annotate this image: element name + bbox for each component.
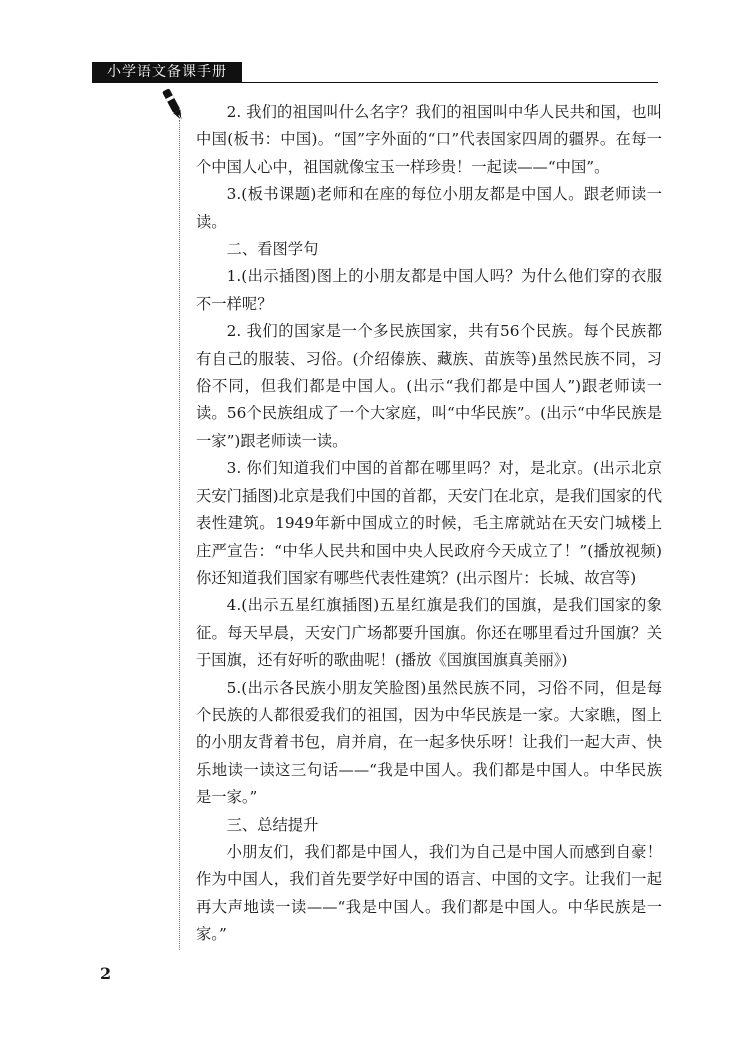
book-title: 小学语文备课手册 bbox=[107, 64, 227, 80]
pen-icon bbox=[162, 86, 186, 126]
book-title-banner bbox=[92, 62, 242, 82]
lesson-body bbox=[196, 99, 662, 949]
paragraph: 2. 我们的祖国叫什么名字？我们的祖国叫中华人民共和国，也叫中国(板书：中国)。“国”字外面的“口”代表国家四周的疆界。在每一个中国人心中，祖国就像宝玉一样珍贵！一起读——“中国”。 bbox=[196, 103, 662, 176]
paragraph: 2. 我们的国家是一个多民族国家，共有56个民族。每个民族都有自己的服装、习俗。(介绍傣族、藏族、苗族等)虽然民族不同，习俗不同，但我们都是中国人。(出示“我们都是中国人”)跟老师读一读。56个民族组成了一个大家庭，叫“中华民族”。(出示“中华民族是一家”)跟老师读一读。 bbox=[196, 322, 662, 450]
section-heading: 三、总结提升 bbox=[226, 815, 319, 834]
paragraph: 5.(出示各民族小朋友笑脸图)虽然民族不同，习俗不同，但是每个民族的人都很爱我们的祖国，因为中华民族是一家。大家瞧，图上的小朋友背着书包，肩并肩，在一起多快乐呀！让我们一起大声、快乐地读一读这三句话——“我是中国人。我们都是中国人。中华民族是一家。” bbox=[196, 678, 662, 807]
paragraph: 小朋友们，我们都是中国人，我们为自己是中国人而感到自豪！作为中国人，我们首先要学好中国的语言、中国的文字。让我们一起再大声地读一读——“我是中国人。我们都是中国人。中华民族是一家。” bbox=[196, 842, 662, 944]
page-number: 2 bbox=[100, 964, 112, 983]
paragraph: 3.(板书课题)老师和在座的每位小朋友都是中国人。跟老师读一读。 bbox=[196, 185, 662, 231]
paragraph: 3. 你们知道我们中国的首都在哪里吗？对，是北京。(出示北京天安门插图)北京是我们中国的首都，天安门在北京，是我们国家的代表性建筑。1949年新中国成立的时候，毛主席就站在天安门城楼上庄严宣告：“中华人民共和国中央人民政府今天成立了！”(播放视频)你还知道我们国家有哪些代表性建筑？(出示图片：长城、故宫等) bbox=[196, 459, 662, 587]
header-divider bbox=[92, 82, 658, 83]
section-heading: 二、看图学句 bbox=[226, 240, 319, 259]
paragraph: 1.(出示插图)图上的小朋友都是中国人吗？为什么他们穿的衣服不一样呢？ bbox=[196, 267, 662, 313]
paragraph: 4.(出示五星红旗插图)五星红旗是我们的国旗，是我们国家的象征。每天早晨，天安门广场都要升国旗。你还在哪里看过升国旗？关于国旗，还有好听的歌曲呢！(播放《国旗国旗真美丽》) bbox=[196, 596, 662, 670]
margin-dotted-line bbox=[179, 120, 180, 950]
